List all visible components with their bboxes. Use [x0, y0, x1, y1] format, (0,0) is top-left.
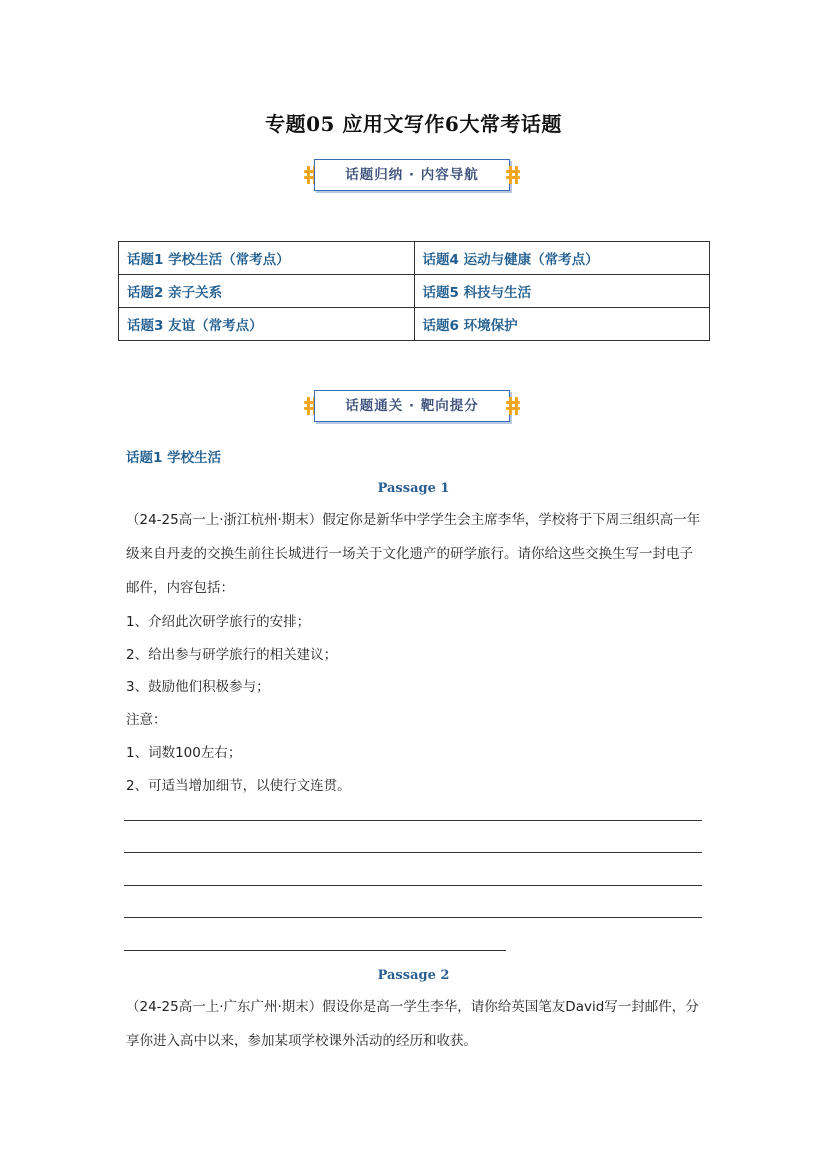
- answer-line[interactable]: [124, 917, 702, 918]
- list-item: 1、词数100左右；: [126, 745, 242, 761]
- table-row: [119, 242, 710, 275]
- passage-title: Passage 2: [377, 968, 450, 983]
- passage-title: Passage 1: [377, 481, 450, 496]
- banner-practice: [300, 388, 524, 426]
- answer-line[interactable]: [124, 852, 702, 853]
- table-row: [119, 308, 710, 341]
- topic-cell[interactable]: 话题1 学校生活（常考点）: [119, 242, 415, 275]
- answer-line[interactable]: [124, 820, 702, 821]
- note-label: 注意：: [126, 712, 167, 728]
- banner-decoration-icon: [506, 397, 520, 415]
- banner-label: 话题归纳 · 内容导航: [314, 159, 510, 191]
- passage-intro: （24-25高一上·广东广州·期末）假设你是高一学生李华，请你给英国笔友David写一封邮件，分享你进入高中以来，参加某项学校课外活动的经历和收获。: [126, 999, 699, 1049]
- list-item: 2、可适当增加细节，以使行文连贯。: [126, 778, 351, 794]
- banner-topic-summary: [300, 157, 524, 195]
- list-item: 3、鼓励他们积极参与；: [126, 679, 270, 695]
- topic-cell[interactable]: 话题2 亲子关系: [119, 275, 415, 308]
- topic-cell[interactable]: 话题3 友谊（常考点）: [119, 308, 415, 341]
- answer-line[interactable]: [124, 950, 506, 951]
- banner-label: 话题通关 · 靶向提分: [314, 390, 510, 422]
- topic-cell[interactable]: 话题6 环境保护: [414, 308, 710, 341]
- topic-cell[interactable]: 话题4 运动与健康（常考点）: [414, 242, 710, 275]
- list-item: 2、给出参与研学旅行的相关建议；: [126, 647, 338, 663]
- list-item: 1、介绍此次研学旅行的安排；: [126, 614, 311, 630]
- table-row: [119, 275, 710, 308]
- passage-intro: （24-25高一上·浙江杭州·期末）假定你是新华中学学生会主席李华，学校将于下周三组织高一年级来自丹麦的交换生前往长城进行一场关于文化遗产的研学旅行。请你给这些交换生写一封电子邮件，内容包括：: [126, 512, 701, 596]
- topic-nav-table: [118, 241, 710, 341]
- answer-line[interactable]: [124, 885, 702, 886]
- topic-cell[interactable]: 话题5 科技与生活: [414, 275, 710, 308]
- banner-decoration-icon: [506, 166, 520, 184]
- section-heading: 话题1 学校生活: [126, 450, 222, 466]
- page-title: 专题05 应用文写作6大常考话题: [265, 112, 562, 136]
